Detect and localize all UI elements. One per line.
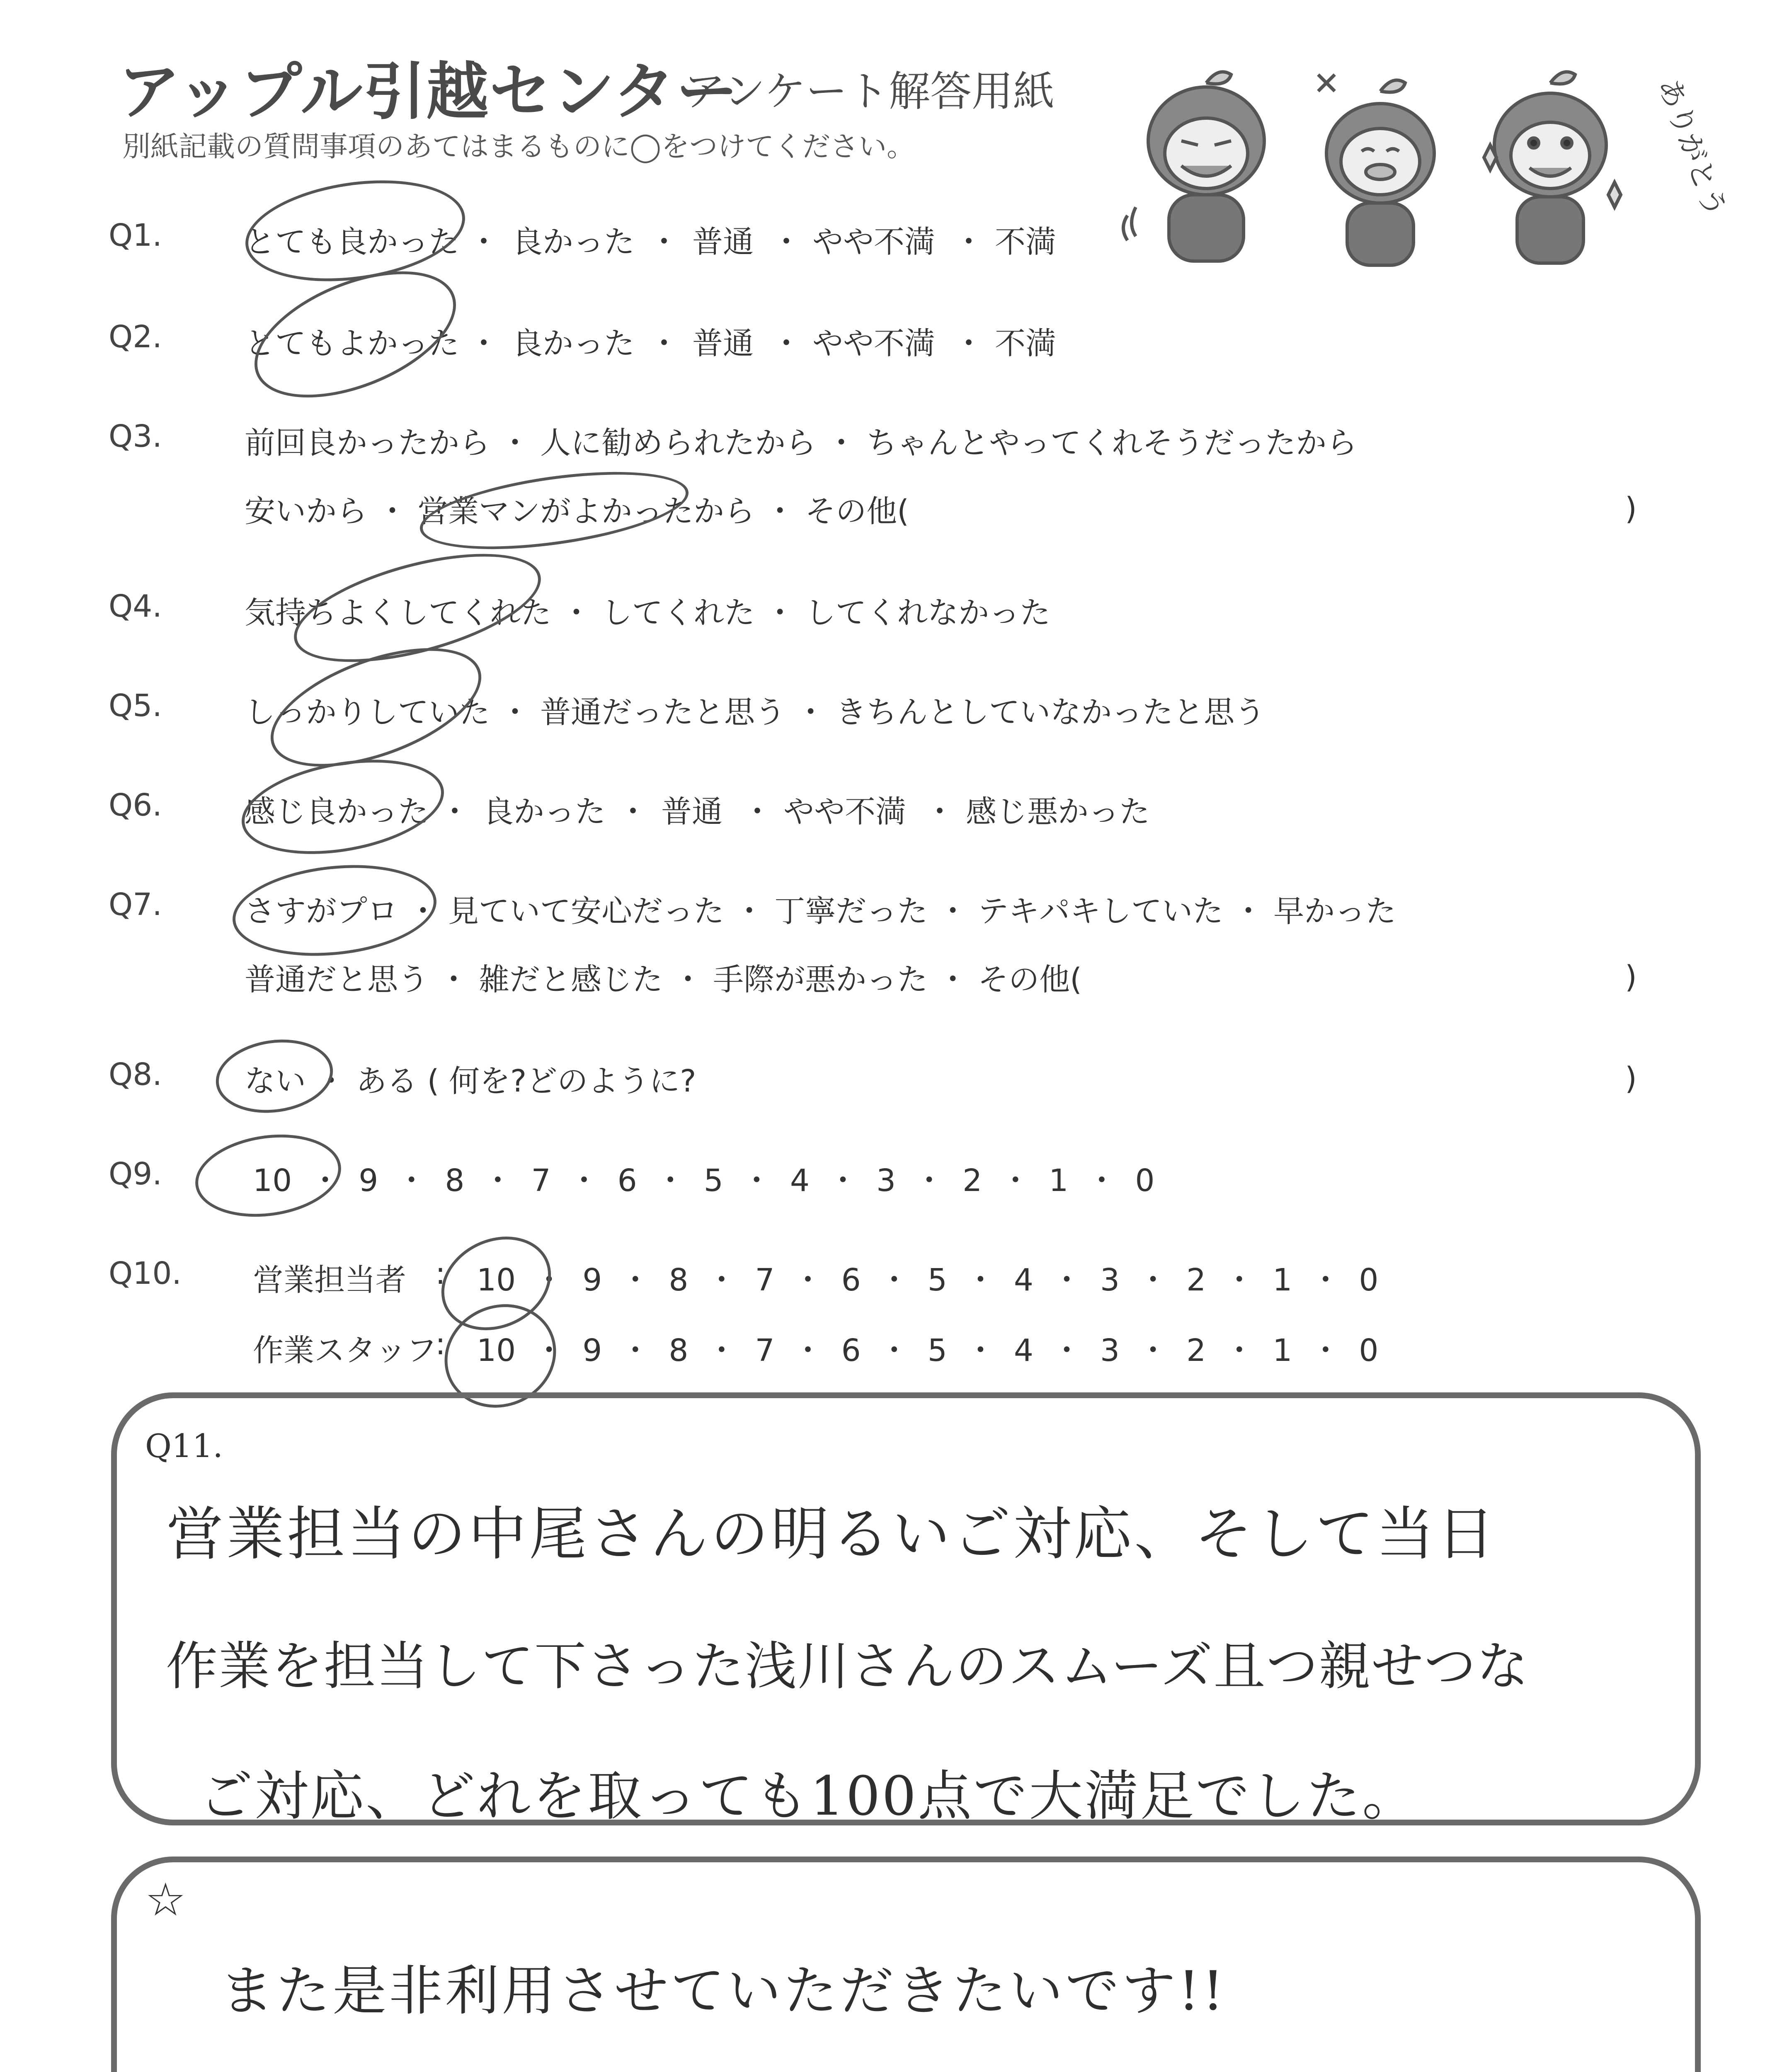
q5-options[interactable]: しっかりしていた ・ 普通だったと思う ・ きちんとしていなかったと思う — [245, 695, 1266, 730]
monkey-3-icon — [1484, 72, 1621, 263]
q3-options-line-2[interactable]: 安いから ・ 営業マンがよかったから ・ その他( — [245, 494, 909, 529]
q1-option-1[interactable]: とても良かった — [245, 224, 459, 260]
form-subtitle: アンケート解答用紙 — [684, 67, 1055, 116]
q2-option-5[interactable]: 不満 — [995, 326, 1056, 361]
q1-option-5[interactable]: 不満 — [995, 224, 1056, 260]
q10-sales-label: 営業担当者 — [253, 1262, 406, 1298]
q11-label: Q11. — [145, 1428, 223, 1465]
q6-number: Q6. — [109, 787, 162, 823]
q9-selection-mark — [190, 1126, 347, 1225]
q6-option-1[interactable]: 感じ良かった — [245, 794, 429, 830]
q9-number: Q9. — [109, 1156, 162, 1192]
q7-close-paren: ) — [1625, 959, 1637, 995]
q10-staff-label: 作業スタッフ — [253, 1333, 437, 1368]
q3-options-line-1[interactable]: 前回良かったから ・ 人に勧められたから ・ ちゃんとやってくれそうだったから — [245, 425, 1358, 461]
q7-selection-mark — [228, 856, 441, 965]
q1-option-4[interactable]: やや不満 — [812, 224, 935, 260]
monkey-2-icon — [1318, 75, 1434, 265]
q10-staff-scale[interactable]: 10 ・ 9 ・ 8 ・ 7 ・ 6 ・ 5 ・ 4 ・ 3 ・ 2 ・ 1 ・ 0 — [477, 1333, 1379, 1368]
q11-comment-line-1: 営業担当の中尾さんの明るいご対応、そして当日 — [166, 1501, 1498, 1568]
q6-option-4[interactable]: やや不満 — [783, 794, 906, 830]
q10-sales-scale[interactable]: 10 ・ 9 ・ 8 ・ 7 ・ 6 ・ 5 ・ 4 ・ 3 ・ 2 ・ 1 ・ 0 — [477, 1262, 1379, 1298]
q3-close-paren: ) — [1625, 491, 1637, 527]
q8-close-paren: ) — [1625, 1061, 1637, 1097]
q7-options-line-1[interactable]: さすがプロ ・ 見ていて安心だった ・ 丁寧だった ・ テキパキしていた ・ 早かった — [245, 893, 1397, 929]
q1-selection-mark — [239, 167, 471, 294]
q2-option-4[interactable]: やや不満 — [812, 326, 935, 361]
q11-comment-line-2: 作業を担当して下さった浅川さんのスムーズ且つ親せつな — [166, 1636, 1530, 1697]
q4-number: Q4. — [109, 588, 162, 624]
instruction-text: 別紙記載の質問事項のあてはまるものに◯をつけてください。 — [122, 131, 915, 163]
q4-options[interactable]: 気持ちよくしてくれた ・ してくれた ・ してくれなかった — [245, 595, 1051, 631]
q2-option-2[interactable]: 良かった — [512, 326, 635, 361]
q8-options[interactable]: ない ・ ある ( 何を?どのように? — [245, 1063, 696, 1099]
q7-options-line-2[interactable]: 普通だと思う ・ 雑だと感じた ・ 手際が悪かった ・ その他( — [245, 962, 1082, 997]
q9-scale[interactable]: 10 ・ 9 ・ 8 ・ 7 ・ 6 ・ 5 ・ 4 ・ 3 ・ 2 ・ 1 ・ 0 — [253, 1163, 1155, 1198]
q5-number: Q5. — [109, 688, 162, 724]
q2-option-1[interactable]: とてもよかった — [245, 326, 459, 361]
monkey-mascots-illustration — [1119, 58, 1733, 274]
q6-option-3[interactable]: 普通 — [661, 794, 722, 830]
form-title: アップル引越センター — [118, 56, 739, 128]
q1-option-3[interactable]: 普通 — [692, 224, 754, 260]
q6-option-5[interactable]: 感じ悪かった — [966, 794, 1150, 830]
q2-option-3[interactable]: 普通 — [692, 326, 754, 361]
q8-selection-mark — [211, 1032, 337, 1120]
additional-comment-line-1: また是非利用させていただきたいです!! — [220, 1959, 1227, 2022]
q3-number: Q3. — [109, 419, 162, 454]
star-icon: ☆ — [145, 1873, 186, 1926]
q3-selection-mark — [415, 458, 693, 563]
q7-number: Q7. — [109, 887, 162, 922]
q11-comment-line-3: ご対応、どれを取っても100点で大満足でした。 — [199, 1765, 1418, 1828]
q8-number: Q8. — [109, 1057, 162, 1092]
q2-number: Q2. — [109, 319, 162, 355]
q10-number: Q10. — [109, 1256, 182, 1291]
q1-option-2[interactable]: 良かった — [512, 224, 635, 260]
monkey-1-icon — [1123, 72, 1264, 261]
thanks-text: ありがとう — [1651, 73, 1733, 222]
q1-number: Q1. — [109, 218, 162, 253]
q6-selection-mark — [234, 746, 451, 869]
q6-option-2[interactable]: 良かった — [483, 794, 606, 830]
